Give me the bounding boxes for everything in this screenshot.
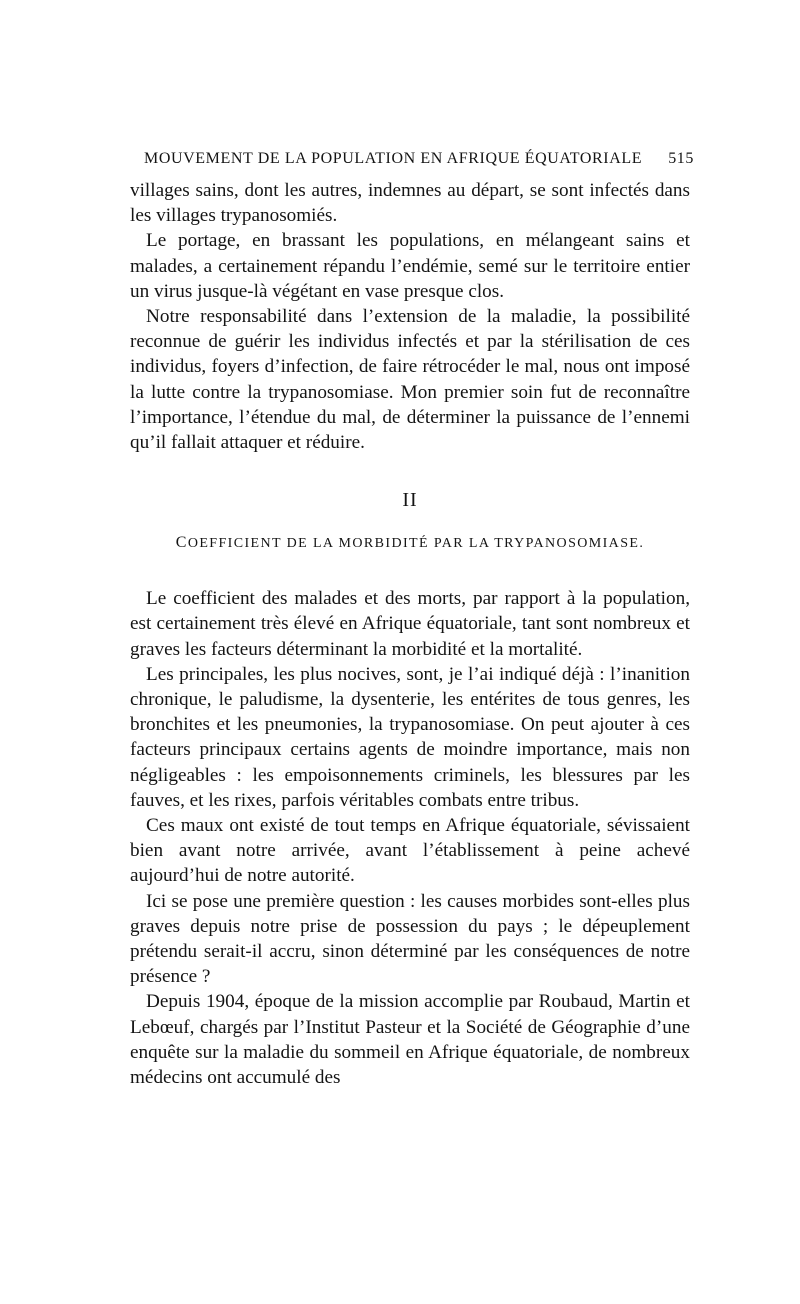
paragraph-maux: Ces maux ont existé de tout temps en Afrique équatoriale, sévissaient bien avant notre arrivée, avant l’établissement à peine achevé aujourd’hui de notre autorité.	[130, 815, 690, 887]
section-title-text: OEFFICIENT DE LA MORBIDITÉ PAR LA TRYPANOSOMIASE.	[187, 536, 645, 552]
paragraph-continued: villages sains, dont les autres, indemnes au départ, se sont infectés dans les villages trypanosomiés.	[130, 180, 690, 227]
paragraph-question: Ici se pose une première question : les causes morbides sont-elles plus graves depuis notre prise de possession du pays ; le dépeuplement prétendu serait-il accru, sinon déterminé par les conséquences de notre présence ?	[130, 890, 690, 988]
paragraph-responsabilite: Notre responsabilité dans l’extension de la maladie, la possibilité reconnue de guérir les individus infectés et par la stérilisation de ces individus, foyers d’infection, de faire rétrocéder le mal, nous ont imposé la lutte contre la trypanosomiase. Mon premier soin fut de reconnaître l’importance, l’étendue du mal, de déterminer la puissance de l’ennemi qu’il fallait attaquer et réduire.	[130, 306, 690, 454]
running-title: MOUVEMENT DE LA POPULATION EN AFRIQUE ÉQUATORIALE	[144, 150, 643, 167]
paragraph-depuis-1904: Depuis 1904, époque de la mission accomplie par Roubaud, Martin et Lebœuf, chargés par l’Institut Pasteur et la Société de Géographie d’une enquête sur la maladie du sommeil en Afrique équatoriale, de nombreux médecins ont accumulé des	[130, 991, 690, 1089]
paragraph-principales: Les principales, les plus nocives, sont, je l’ai indiqué déjà : l’inanition chronique, le paludisme, la dysenterie, les entérites de tous genres, les bronchites et les pneumonies, la trypanosomiase. On peut ajouter à ces facteurs principaux certains agents de moindre importance, mais non négligeables : les empoisonnements criminels, les blessures par les fauves, et les rixes, parfois véritables combats entre tribus.	[130, 663, 690, 811]
book-page	[130, 150, 694, 1090]
section-number: II	[402, 489, 418, 512]
section-title-initial: C	[175, 534, 188, 552]
paragraph-coefficient: Le coefficient des malades et des morts, par rapport à la population, est certainement très élevé en Afrique équatoriale, tant sont nombreux et graves les facteurs déterminant la morbidité et la mortalité.	[130, 588, 690, 660]
section-title	[130, 534, 690, 552]
running-head	[144, 150, 694, 168]
paragraph-portage: Le portage, en brassant les populations, en mélangeant sains et malades, a certainement répandu l’endémie, semé sur le territoire entier un virus jusque-là végétant en vase presque clos.	[130, 230, 690, 302]
page-number: 515	[668, 150, 694, 167]
